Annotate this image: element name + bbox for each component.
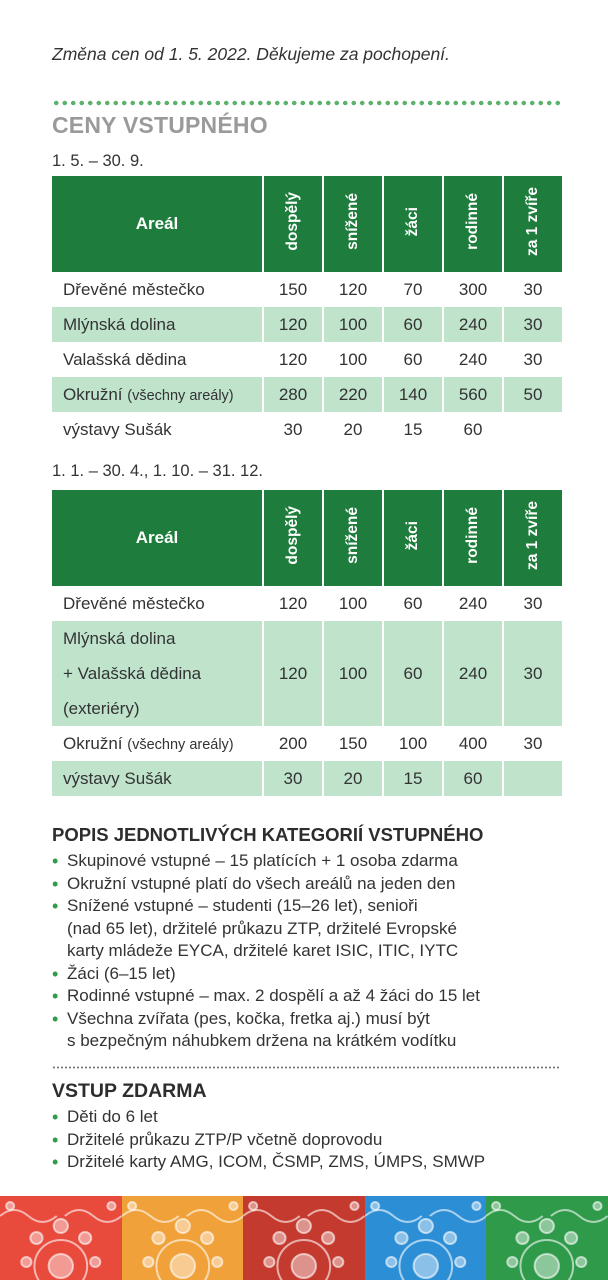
price-cell: 20 <box>322 761 382 796</box>
table-header-row <box>52 490 562 586</box>
row-name: Dřevěné městečko <box>63 593 205 613</box>
column-header-pupils: žáci <box>382 176 442 272</box>
column-header-family: rodinné <box>442 176 502 272</box>
row-name: výstavy Sušák <box>52 761 262 796</box>
list-item: • Skupinové vstupné – 15 platících + 1 osoba zdarma <box>52 850 572 873</box>
price-table-summer <box>52 176 562 447</box>
price-cell: 120 <box>322 272 382 307</box>
folk-ornament-tile <box>0 1196 122 1280</box>
column-header-pupils: žáci <box>382 490 442 586</box>
row-name: Mlýnská dolina <box>52 307 262 342</box>
price-cell: 120 <box>262 621 322 726</box>
price-cell: 30 <box>502 272 562 307</box>
price-cell: 60 <box>382 342 442 377</box>
list-item-continuation: karty mládeže EYCA, držitelé karet ISIC, ITIC, IYTC <box>67 941 459 960</box>
price-cell: 120 <box>262 342 322 377</box>
row-name: výstavy Sušák <box>63 419 172 439</box>
price-cell: 100 <box>322 342 382 377</box>
folk-ornament-tile <box>486 1196 608 1280</box>
price-cell: 150 <box>262 272 322 307</box>
price-cell: 120 <box>262 307 322 342</box>
table-row <box>52 412 562 447</box>
list-item: • Všechna zvířata (pes, kočka, fretka aj.) musí být <box>52 1008 572 1031</box>
price-cell: 140 <box>382 377 442 412</box>
list-item: • Okružní vstupné platí do všech areálů na jeden den <box>52 873 572 896</box>
decorative-folk-pattern-band <box>0 1196 608 1280</box>
season2-period: 1. 1. – 30. 4., 1. 10. – 31. 12. <box>52 462 263 480</box>
page-title: CENY VSTUPNÉHO <box>52 112 268 138</box>
price-cell: 30 <box>502 586 562 621</box>
price-cell: 30 <box>502 342 562 377</box>
price-cell <box>502 412 562 447</box>
dotted-divider <box>52 100 560 106</box>
price-cell: 20 <box>322 412 382 447</box>
table-row <box>52 726 562 761</box>
table-row <box>52 342 562 377</box>
price-cell: 70 <box>382 272 442 307</box>
season1-period: 1. 5. – 30. 9. <box>52 152 144 170</box>
price-cell: 30 <box>502 307 562 342</box>
row-note: (všechny areály) <box>127 736 234 753</box>
list-item: • Rodinné vstupné – max. 2 dospělí a až 4 žáci do 15 let <box>52 985 572 1008</box>
list-item: • Držitelé průkazu ZTP/P včetně doprovodu <box>52 1129 572 1152</box>
price-cell: 560 <box>442 377 502 412</box>
table-row <box>52 307 562 342</box>
column-header-reduced: snížené <box>322 490 382 586</box>
price-cell: 240 <box>442 586 502 621</box>
column-header-animal: za 1 zvíře <box>502 176 562 272</box>
price-cell: 60 <box>382 307 442 342</box>
column-header-reduced: snížené <box>322 176 382 272</box>
price-cell: 50 <box>502 377 562 412</box>
price-cell: 60 <box>442 412 502 447</box>
price-cell: 30 <box>262 761 322 796</box>
price-cell: 15 <box>382 412 442 447</box>
table-row <box>52 586 562 621</box>
list-item: • Snížené vstupné – studenti (15–26 let), senioři <box>52 895 572 918</box>
folk-ornament-tile <box>122 1196 244 1280</box>
price-cell: 30 <box>502 621 562 726</box>
column-header-family: rodinné <box>442 490 502 586</box>
price-cell: 240 <box>442 307 502 342</box>
free-entry-heading: VSTUP ZDARMA <box>52 1080 207 1102</box>
dotted-divider <box>52 1066 560 1069</box>
list-item: • Žáci (6–15 let) <box>52 963 572 986</box>
table-row <box>52 761 562 796</box>
row-name: Okružní (všechny areály) <box>63 733 234 753</box>
price-change-notice: Změna cen od 1. 5. 2022. Děkujeme za pochopení. <box>52 44 450 64</box>
row-name: Valašská dědina <box>63 349 187 369</box>
column-header-adult: dospělý <box>262 490 322 586</box>
price-cell: 100 <box>322 586 382 621</box>
categories-heading: POPIS JEDNOTLIVÝCH KATEGORIÍ VSTUPNÉHO <box>52 824 484 845</box>
price-cell: 280 <box>262 377 322 412</box>
row-name: Dřevěné městečko <box>63 279 205 299</box>
price-table-winter <box>52 490 562 796</box>
free-entry-list <box>52 1106 572 1174</box>
price-cell: 100 <box>322 307 382 342</box>
price-cell: 150 <box>322 726 382 761</box>
price-cell: 15 <box>382 761 442 796</box>
list-item-continuation: s bezpečným náhubkem držena na krátkém vodítku <box>67 1031 457 1050</box>
price-cell: 30 <box>262 412 322 447</box>
price-cell: 220 <box>322 377 382 412</box>
column-header-adult: dospělý <box>262 176 322 272</box>
price-cell <box>502 761 562 796</box>
table-row <box>52 272 562 307</box>
list-item: • Držitelé karty AMG, ICOM, ČSMP, ZMS, ÚMPS, SMWP <box>52 1151 572 1174</box>
price-cell: 30 <box>502 726 562 761</box>
price-cell: 100 <box>322 621 382 726</box>
column-header-areal: Areál <box>52 176 262 272</box>
row-name: Okružní (všechny areály) <box>52 377 262 412</box>
row-note: (všechny areály) <box>127 387 234 404</box>
row-name: Mlýnská dolina + Valašská dědina (exteriéry) <box>52 621 262 726</box>
price-cell: 200 <box>262 726 322 761</box>
price-cell: 60 <box>382 586 442 621</box>
price-cell: 240 <box>442 621 502 726</box>
table-header-row <box>52 176 562 272</box>
price-cell: 400 <box>442 726 502 761</box>
folk-ornament-tile <box>365 1196 487 1280</box>
price-cell: 100 <box>382 726 442 761</box>
price-cell: 120 <box>262 586 322 621</box>
folk-ornament-tile <box>243 1196 365 1280</box>
price-cell: 60 <box>442 761 502 796</box>
price-cell: 300 <box>442 272 502 307</box>
list-item-continuation: (nad 65 let), držitelé průkazu ZTP, držitelé Evropské <box>67 918 457 938</box>
categories-list <box>52 850 572 1053</box>
price-cell: 240 <box>442 342 502 377</box>
list-item: • Děti do 6 let <box>52 1106 572 1129</box>
price-cell: 60 <box>382 621 442 726</box>
column-header-areal: Areál <box>52 490 262 586</box>
table-row <box>52 621 562 726</box>
table-row <box>52 377 562 412</box>
column-header-animal: za 1 zvíře <box>502 490 562 586</box>
